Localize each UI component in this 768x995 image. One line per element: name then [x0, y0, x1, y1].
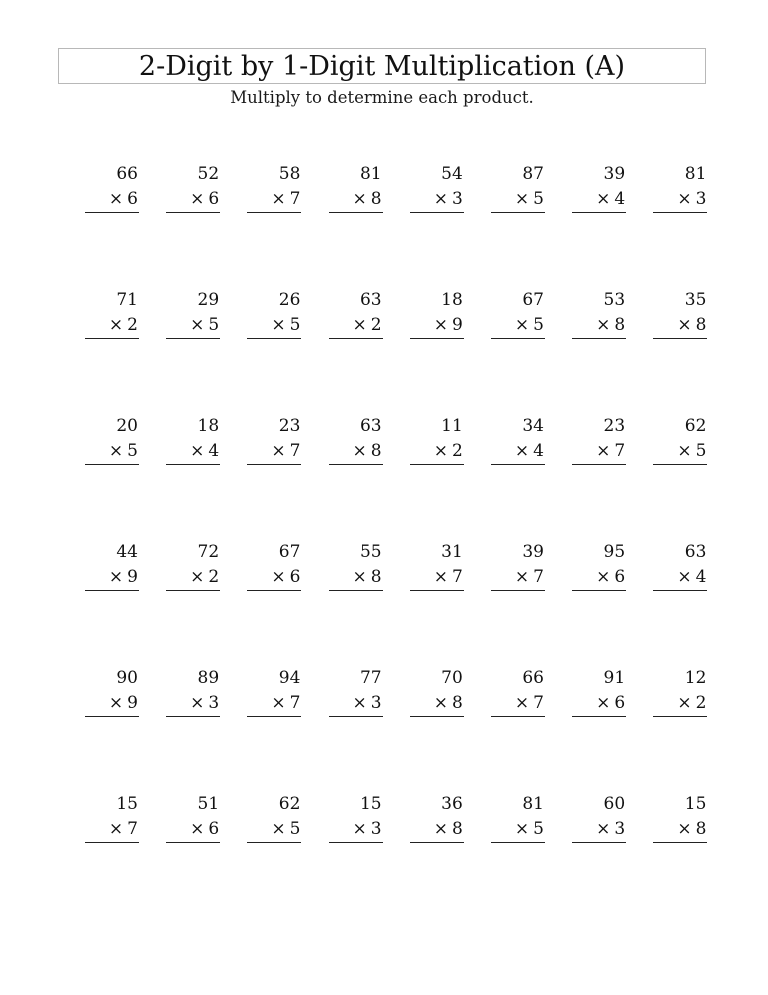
- problem-row: [85, 666, 706, 792]
- times-sign: ×: [677, 441, 692, 461]
- times-sign: ×: [190, 315, 205, 335]
- multiplier-line: [247, 816, 301, 843]
- multiplier-line: [247, 438, 301, 465]
- multiplicand: 44: [116, 542, 138, 562]
- multiplicand: 39: [522, 542, 544, 562]
- multiplier: 3: [695, 189, 707, 209]
- multiplier-line: [166, 690, 220, 717]
- multiplicand: 15: [684, 794, 707, 814]
- multiplier: 2: [127, 315, 138, 335]
- times-sign: ×: [596, 189, 611, 209]
- times-sign: ×: [271, 189, 286, 209]
- multiplicand: 60: [603, 794, 626, 814]
- multiplication-problem: [491, 666, 545, 717]
- multiplier-line: [329, 312, 383, 339]
- multiplicand: 62: [278, 794, 301, 814]
- multiplicand: 90: [116, 668, 138, 688]
- times-sign: ×: [514, 189, 530, 209]
- multiplicand: 11: [441, 416, 463, 436]
- multiplier-line: [166, 312, 220, 339]
- multiplication-problem: [85, 666, 139, 717]
- multiplication-problem: [247, 540, 301, 591]
- times-sign: ×: [108, 189, 124, 209]
- multiplier-line: [85, 564, 139, 591]
- multiplication-problem: [247, 288, 301, 339]
- multiplier: 7: [533, 693, 544, 713]
- times-sign: ×: [352, 441, 367, 461]
- multiplication-problem: [85, 288, 139, 339]
- multiplier: 5: [695, 441, 707, 461]
- multiplicand: 18: [197, 416, 220, 436]
- times-sign: ×: [596, 819, 611, 839]
- times-sign: ×: [271, 819, 286, 839]
- times-sign: ×: [108, 315, 124, 335]
- multiplier: 2: [451, 441, 463, 461]
- multiplicand: 15: [116, 794, 138, 814]
- times-sign: ×: [433, 693, 448, 713]
- multiplier: 5: [533, 819, 544, 839]
- multiplication-problem: [653, 414, 707, 465]
- multiplier: 7: [289, 693, 301, 713]
- times-sign: ×: [514, 567, 530, 587]
- multiplier: 8: [370, 441, 382, 461]
- multiplier: 7: [289, 441, 301, 461]
- multiplicand: 26: [278, 290, 301, 310]
- multiplier-line: [410, 312, 464, 339]
- multiplication-problem: [329, 792, 383, 843]
- worksheet-title: 2-Digit by 1-Digit Multiplication (A): [58, 48, 706, 84]
- multiplicand: 15: [359, 794, 382, 814]
- multiplicand: 51: [197, 794, 220, 814]
- times-sign: ×: [596, 315, 611, 335]
- multiplier: 8: [451, 693, 463, 713]
- multiplicand: 63: [684, 542, 707, 562]
- multiplier-line: [329, 438, 383, 465]
- multiplier: 5: [533, 315, 544, 335]
- multiplier-line: [572, 564, 626, 591]
- times-sign: ×: [190, 693, 205, 713]
- times-sign: ×: [514, 693, 530, 713]
- multiplier-line: [653, 186, 707, 213]
- times-sign: ×: [190, 567, 205, 587]
- multiplier: 7: [533, 567, 544, 587]
- problem-row: [85, 288, 706, 414]
- multiplier-line: [166, 816, 220, 843]
- multiplication-problem: [572, 540, 626, 591]
- multiplication-problem: [329, 540, 383, 591]
- multiplier-line: [410, 186, 464, 213]
- multiplicand: 87: [522, 164, 544, 184]
- multiplicand: 71: [116, 290, 138, 310]
- times-sign: ×: [108, 819, 124, 839]
- multiplication-problem: [653, 792, 707, 843]
- multiplier: 3: [370, 819, 382, 839]
- multiplicand: 58: [278, 164, 301, 184]
- times-sign: ×: [677, 567, 692, 587]
- multiplicand: 66: [522, 668, 544, 688]
- multiplication-problem: [653, 540, 707, 591]
- times-sign: ×: [677, 693, 692, 713]
- multiplicand: 54: [441, 164, 463, 184]
- multiplicand: 29: [197, 290, 220, 310]
- multiplier-line: [491, 816, 545, 843]
- multiplication-problem: [166, 288, 220, 339]
- multiplication-problem: [166, 792, 220, 843]
- multiplier: 2: [695, 693, 707, 713]
- times-sign: ×: [433, 315, 448, 335]
- multiplication-problem: [491, 792, 545, 843]
- times-sign: ×: [433, 567, 448, 587]
- multiplier: 5: [289, 315, 301, 335]
- multiplier-line: [491, 438, 545, 465]
- multiplier-line: [247, 312, 301, 339]
- times-sign: ×: [352, 567, 367, 587]
- multiplier-line: [85, 312, 139, 339]
- problem-grid: [85, 162, 706, 918]
- multiplication-problem: [410, 288, 464, 339]
- multiplicand: 67: [522, 290, 544, 310]
- multiplier: 6: [289, 567, 301, 587]
- multiplier: 7: [451, 567, 463, 587]
- multiplier-line: [85, 186, 139, 213]
- multiplication-problem: [572, 666, 626, 717]
- multiplicand: 94: [278, 668, 301, 688]
- multiplier: 4: [533, 441, 544, 461]
- multiplier: 4: [208, 441, 220, 461]
- multiplier: 2: [370, 315, 382, 335]
- multiplicand: 77: [359, 668, 382, 688]
- multiplier-line: [653, 816, 707, 843]
- multiplier-line: [653, 438, 707, 465]
- multiplier-line: [329, 564, 383, 591]
- multiplier-line: [166, 186, 220, 213]
- multiplication-problem: [653, 162, 707, 213]
- multiplier: 5: [127, 441, 138, 461]
- times-sign: ×: [514, 315, 530, 335]
- multiplier: 9: [451, 315, 463, 335]
- multiplicand: 23: [278, 416, 301, 436]
- multiplier: 3: [208, 693, 220, 713]
- multiplication-problem: [247, 162, 301, 213]
- multiplier: 7: [127, 819, 138, 839]
- multiplier-line: [653, 690, 707, 717]
- multiplication-problem: [166, 540, 220, 591]
- times-sign: ×: [433, 189, 448, 209]
- multiplication-problem: [653, 288, 707, 339]
- multiplication-problem: [329, 288, 383, 339]
- multiplier-line: [329, 816, 383, 843]
- multiplier-line: [572, 438, 626, 465]
- multiplier-line: [329, 690, 383, 717]
- multiplicand: 55: [359, 542, 382, 562]
- multiplier-line: [572, 690, 626, 717]
- multiplier: 2: [208, 567, 220, 587]
- multiplier-line: [247, 564, 301, 591]
- multiplier: 8: [370, 567, 382, 587]
- multiplier: 3: [451, 189, 463, 209]
- multiplier-line: [85, 690, 139, 717]
- multiplicand: 81: [359, 164, 382, 184]
- times-sign: ×: [271, 567, 286, 587]
- multiplicand: 53: [603, 290, 626, 310]
- multiplier-line: [491, 186, 545, 213]
- multiplication-problem: [653, 666, 707, 717]
- multiplier: 5: [208, 315, 220, 335]
- multiplier: 6: [208, 189, 220, 209]
- multiplier: 6: [208, 819, 220, 839]
- times-sign: ×: [596, 567, 611, 587]
- multiplication-problem: [572, 162, 626, 213]
- multiplier: 7: [289, 189, 301, 209]
- multiplier-line: [410, 690, 464, 717]
- times-sign: ×: [352, 819, 367, 839]
- multiplicand: 35: [684, 290, 707, 310]
- multiplier-line: [166, 564, 220, 591]
- multiplication-problem: [491, 162, 545, 213]
- problem-row: [85, 162, 706, 288]
- multiplier: 5: [289, 819, 301, 839]
- multiplicand: 89: [197, 668, 220, 688]
- multiplication-problem: [166, 162, 220, 213]
- multiplier: 7: [614, 441, 626, 461]
- multiplicand: 20: [116, 416, 138, 436]
- multiplication-problem: [410, 162, 464, 213]
- times-sign: ×: [108, 441, 124, 461]
- multiplication-problem: [410, 414, 464, 465]
- times-sign: ×: [596, 441, 611, 461]
- times-sign: ×: [352, 693, 367, 713]
- multiplier: 8: [695, 819, 707, 839]
- multiplicand: 31: [441, 542, 463, 562]
- multiplier: 6: [614, 567, 626, 587]
- multiplication-problem: [491, 288, 545, 339]
- multiplier-line: [653, 312, 707, 339]
- multiplication-problem: [85, 792, 139, 843]
- times-sign: ×: [190, 819, 205, 839]
- times-sign: ×: [677, 315, 692, 335]
- times-sign: ×: [433, 441, 448, 461]
- multiplier: 4: [695, 567, 707, 587]
- multiplication-problem: [572, 792, 626, 843]
- multiplication-problem: [247, 792, 301, 843]
- times-sign: ×: [108, 567, 124, 587]
- multiplicand: 67: [278, 542, 301, 562]
- multiplier-line: [247, 186, 301, 213]
- multiplicand: 70: [441, 668, 463, 688]
- times-sign: ×: [514, 441, 530, 461]
- multiplication-problem: [247, 414, 301, 465]
- multiplier-line: [85, 438, 139, 465]
- multiplicand: 81: [522, 794, 544, 814]
- multiplier: 9: [127, 567, 138, 587]
- multiplier: 8: [370, 189, 382, 209]
- multiplier-line: [572, 816, 626, 843]
- multiplier: 6: [127, 189, 138, 209]
- multiplier-line: [410, 564, 464, 591]
- multiplicand: 36: [441, 794, 463, 814]
- multiplier: 8: [695, 315, 707, 335]
- times-sign: ×: [190, 441, 205, 461]
- multiplication-problem: [410, 792, 464, 843]
- multiplicand: 66: [116, 164, 138, 184]
- times-sign: ×: [271, 315, 286, 335]
- multiplication-problem: [572, 414, 626, 465]
- multiplication-problem: [85, 414, 139, 465]
- multiplicand: 95: [603, 542, 626, 562]
- times-sign: ×: [677, 189, 692, 209]
- multiplier-line: [491, 564, 545, 591]
- multiplier: 8: [614, 315, 626, 335]
- multiplication-problem: [329, 414, 383, 465]
- multiplicand: 63: [359, 416, 382, 436]
- multiplier-line: [410, 438, 464, 465]
- problem-row: [85, 792, 706, 918]
- times-sign: ×: [514, 819, 530, 839]
- multiplicand: 91: [603, 668, 626, 688]
- worksheet-instructions: Multiply to determine each product.: [230, 88, 534, 107]
- multiplier: 6: [614, 693, 626, 713]
- multiplicand: 63: [359, 290, 382, 310]
- multiplier-line: [572, 186, 626, 213]
- multiplier-line: [653, 564, 707, 591]
- multiplication-problem: [85, 540, 139, 591]
- times-sign: ×: [352, 189, 367, 209]
- multiplication-problem: [491, 540, 545, 591]
- problem-row: [85, 414, 706, 540]
- multiplication-problem: [166, 666, 220, 717]
- multiplier: 3: [614, 819, 626, 839]
- multiplication-problem: [491, 414, 545, 465]
- multiplicand: 81: [684, 164, 707, 184]
- times-sign: ×: [677, 819, 692, 839]
- multiplicand: 23: [603, 416, 626, 436]
- multiplicand: 39: [603, 164, 626, 184]
- multiplicand: 52: [197, 164, 220, 184]
- multiplier: 3: [370, 693, 382, 713]
- multiplicand: 72: [197, 542, 220, 562]
- times-sign: ×: [190, 189, 205, 209]
- multiplier-line: [247, 690, 301, 717]
- multiplier: 9: [127, 693, 138, 713]
- multiplier: 4: [614, 189, 626, 209]
- multiplicand: 34: [522, 416, 544, 436]
- times-sign: ×: [352, 315, 367, 335]
- multiplication-problem: [329, 162, 383, 213]
- multiplier-line: [329, 186, 383, 213]
- multiplication-problem: [572, 288, 626, 339]
- multiplier: 5: [533, 189, 544, 209]
- multiplier-line: [491, 312, 545, 339]
- multiplication-problem: [410, 666, 464, 717]
- multiplier-line: [491, 690, 545, 717]
- problem-row: [85, 540, 706, 666]
- multiplication-problem: [329, 666, 383, 717]
- multiplication-problem: [247, 666, 301, 717]
- multiplier-line: [85, 816, 139, 843]
- multiplicand: 18: [441, 290, 463, 310]
- times-sign: ×: [433, 819, 448, 839]
- times-sign: ×: [271, 693, 286, 713]
- times-sign: ×: [596, 693, 611, 713]
- multiplier-line: [572, 312, 626, 339]
- multiplier-line: [166, 438, 220, 465]
- multiplication-problem: [85, 162, 139, 213]
- multiplication-problem: [166, 414, 220, 465]
- multiplier-line: [410, 816, 464, 843]
- times-sign: ×: [271, 441, 286, 461]
- multiplication-problem: [410, 540, 464, 591]
- times-sign: ×: [108, 693, 124, 713]
- multiplicand: 12: [684, 668, 707, 688]
- multiplicand: 62: [684, 416, 707, 436]
- multiplier: 8: [451, 819, 463, 839]
